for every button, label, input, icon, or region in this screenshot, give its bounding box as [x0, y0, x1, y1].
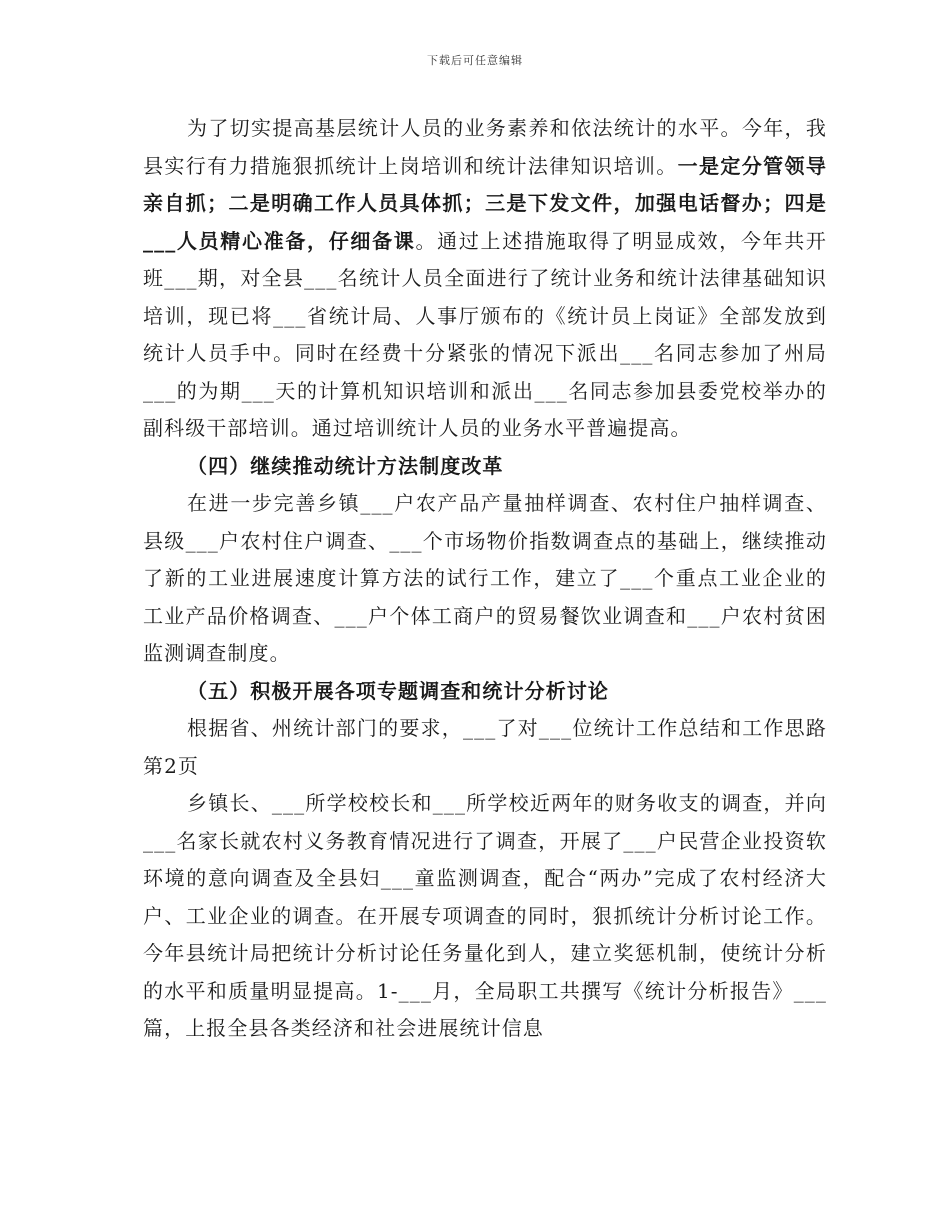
- section-heading-5: （五）积极开展各项专题调查和统计分析讨论: [187, 678, 609, 703]
- paragraph-method-reform: 在进一步完善乡镇___户农产品产量抽样调查、农村住户抽样调查、县级___户农村住户调查、___个市场物价指数调查点的基础上，继续推动了新的工业进展速度计算方法的试行工作，建立了___个重点工业企业的工业产品价格调查、___户个体工商户的贸易餐饮业调查和___户农村贫困监测调查制度。: [143, 491, 827, 665]
- paragraph-survey-intro: 根据省、州统计部门的要求，___了对___位统计工作总结和工作思路第2页: [143, 716, 827, 778]
- section-heading-4: （四）继续推动统计方法制度改革: [187, 453, 504, 478]
- document-body: [143, 110, 827, 1048]
- paragraph-training: [143, 110, 827, 448]
- page-header: 下载后可任意编辑: [427, 54, 523, 67]
- paragraph-training-intro: 为了切实提高基层统计人员的业务素养和依法统计的水平。今年，我县实行有力措施狠抓统计上岗培训和统计法律知识培训。: [143, 116, 827, 178]
- paragraph-survey-detail: 乡镇长、___所学校校长和___所学校近两年的财务收支的调查，并向___名家长就农村义务教育情况进行了调查，开展了___户民营企业投资软环境的意向调查及全县妇___童监测调查，配合“两办”完成了农村经济大户、工业企业的调查。在开展专项调查的同时，狠抓统计分析讨论工作。今年县统计局把统计分析讨论任务量化到人，建立奖惩机制，使统计分析的水平和质量明显提高。1-___月，全局职工共撰写《统计分析报告》___篇，上报全县各类经济和社会进展统计信息: [143, 791, 827, 1040]
- paragraph-training-measures: 一是定分管领导亲自抓；二是明确工作人员具体抓；三是下发文件，加强电话督办；四是___人员精心准备，仔细备课: [143, 153, 827, 253]
- paragraph-training-results: 。通过上述措施取得了明显成效，今年共开班___期，对全县___名统计人员全面进行了统计业务和统计法律基础知识培训，现已将___省统计局、人事厅颁布的《统计员上岗证》全部发放到统计人员手中。同时在经费十分紧张的情况下派出___名同志参加了州局___的为期___天的计算机知识培训和派出___名同志参加县委党校举办的副科级干部培训。通过培训统计人员的业务水平普遍提高。: [143, 228, 827, 440]
